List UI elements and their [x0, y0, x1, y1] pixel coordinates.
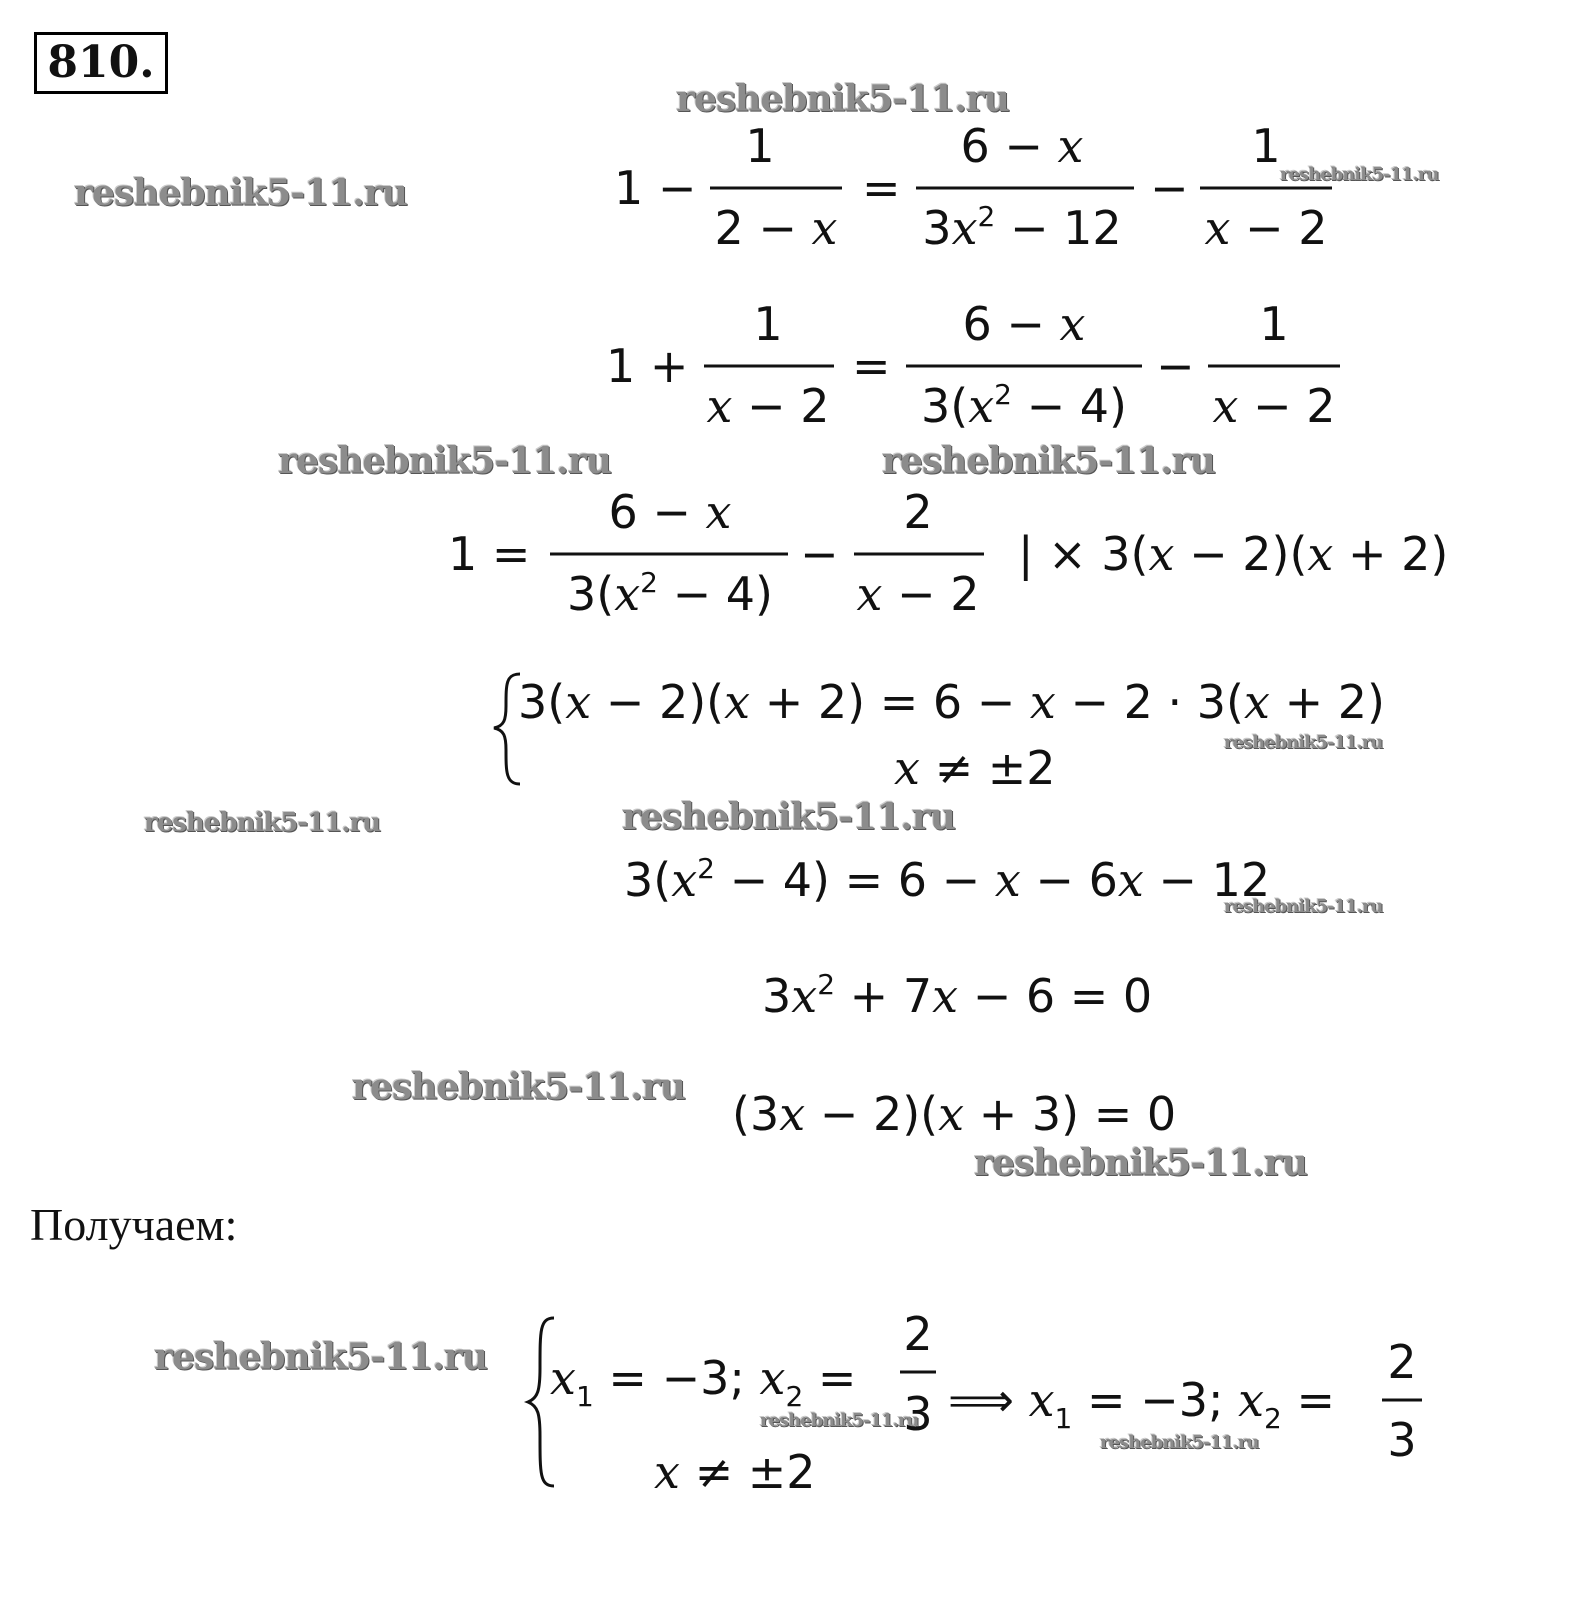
- equation-3: [440, 486, 1540, 626]
- svg-text:x1 = −3; x2 =: $x_1 = -3$; $x_2$ =: [550, 1351, 857, 1413]
- svg-text:1 =: 1 =: [448, 527, 531, 581]
- svg-text:3(x2 − 4): $3(x^2 - 4)$: [567, 566, 773, 621]
- svg-text:1: 1: [1251, 120, 1281, 173]
- svg-text:1 +: 1 +: [606, 339, 689, 393]
- svg-text:3: 3: [903, 1387, 933, 1441]
- watermark: reshebnik5-11.ru: [74, 172, 407, 214]
- equation-1: [600, 120, 1360, 260]
- svg-text:x ≠ ±2: x ≠ ±2: [654, 1445, 816, 1499]
- watermark: reshebnik5-11.ru: [154, 1336, 487, 1378]
- svg-text:x − 2: x − 2: [1204, 201, 1328, 255]
- svg-text:1: 1: [745, 120, 775, 173]
- watermark: reshebnik5-11.ru: [352, 1066, 685, 1108]
- svg-text:1 −: 1 −: [614, 161, 697, 215]
- svg-text:−: −: [1150, 161, 1189, 215]
- watermark: reshebnik5-11.ru: [974, 1142, 1307, 1184]
- svg-text:2 − x: 2 − x: [714, 201, 838, 255]
- svg-text:x ≠ ±2: x ≠ ±2: [894, 741, 1056, 795]
- watermark: reshebnik5-11.ru: [882, 440, 1215, 482]
- svg-text:2: 2: [903, 486, 933, 539]
- watermark: reshebnik5-11.ru: [1224, 732, 1383, 753]
- svg-text:1: 1: [1259, 298, 1289, 351]
- svg-text:⟹ x1 = −3; x2 =: ⟹ $x_1 = -3$; $x_2$ =: [948, 1373, 1336, 1435]
- svg-text:−: −: [1156, 339, 1195, 393]
- svg-text:3(x2 − 4) = 6 − x − 6x − 12: $3(x^2 - 4) = 6 - x - 6x - 12$: [624, 852, 1271, 907]
- svg-text:6 − x: 6 − x: [960, 120, 1084, 173]
- svg-text:| × 3(x − 2)(x + 2): | × 3(x − 2)(x + 2): [1018, 527, 1449, 581]
- svg-text:6 − x: 6 − x: [962, 298, 1086, 351]
- watermark: reshebnik5-11.ru: [1280, 164, 1439, 185]
- svg-text:−: −: [800, 527, 839, 581]
- svg-text:=: =: [852, 339, 891, 393]
- watermark: reshebnik5-11.ru: [278, 440, 611, 482]
- svg-text:1: 1: [753, 298, 783, 351]
- watermark: reshebnik5-11.ru: [1100, 1432, 1259, 1453]
- equation-6: [758, 962, 1218, 1032]
- svg-text:3x2 − 12: $3x^2 - 12$: [922, 200, 1122, 255]
- svg-text:x − 2: x − 2: [1212, 379, 1336, 433]
- svg-text:(3x − 2)(x + 3) = 0: (3x − 2)(x + 3) = 0: [732, 1087, 1177, 1141]
- conclusion-label: Получаем:: [30, 1199, 238, 1250]
- equation-7: [728, 1082, 1248, 1152]
- system-1: [490, 666, 1470, 796]
- watermark: reshebnik5-11.ru: [622, 796, 955, 838]
- final-system: [520, 1306, 1440, 1506]
- equation-2: [600, 298, 1360, 438]
- svg-text:3: 3: [1387, 1413, 1417, 1467]
- watermark: reshebnik5-11.ru: [676, 78, 1009, 120]
- svg-text:=: =: [862, 161, 901, 215]
- svg-text:x − 2: x − 2: [706, 379, 830, 433]
- watermark: reshebnik5-11.ru: [144, 808, 381, 838]
- svg-text:x − 2: x − 2: [856, 567, 980, 621]
- svg-text:3(x2 − 4): $3(x^2 - 4)$: [921, 378, 1127, 433]
- equation-5: [620, 844, 1340, 914]
- problem-number: 810.: [34, 32, 168, 94]
- watermark: reshebnik5-11.ru: [760, 1410, 919, 1431]
- svg-text:3(x − 2)(x + 2) = 6 − x − 2 ·: 3(x − 2)(x + 2) = 6 − x − 2 · 3(x + 2): [518, 675, 1385, 729]
- svg-text:2: 2: [903, 1307, 933, 1361]
- svg-text:6 − x: 6 − x: [608, 486, 732, 539]
- svg-text:3x2 + 7x − 6 = 0: $3x^2 + 7x - 6 = 0$: [762, 968, 1153, 1023]
- svg-text:2: 2: [1387, 1335, 1417, 1389]
- watermark: reshebnik5-11.ru: [1224, 896, 1383, 917]
